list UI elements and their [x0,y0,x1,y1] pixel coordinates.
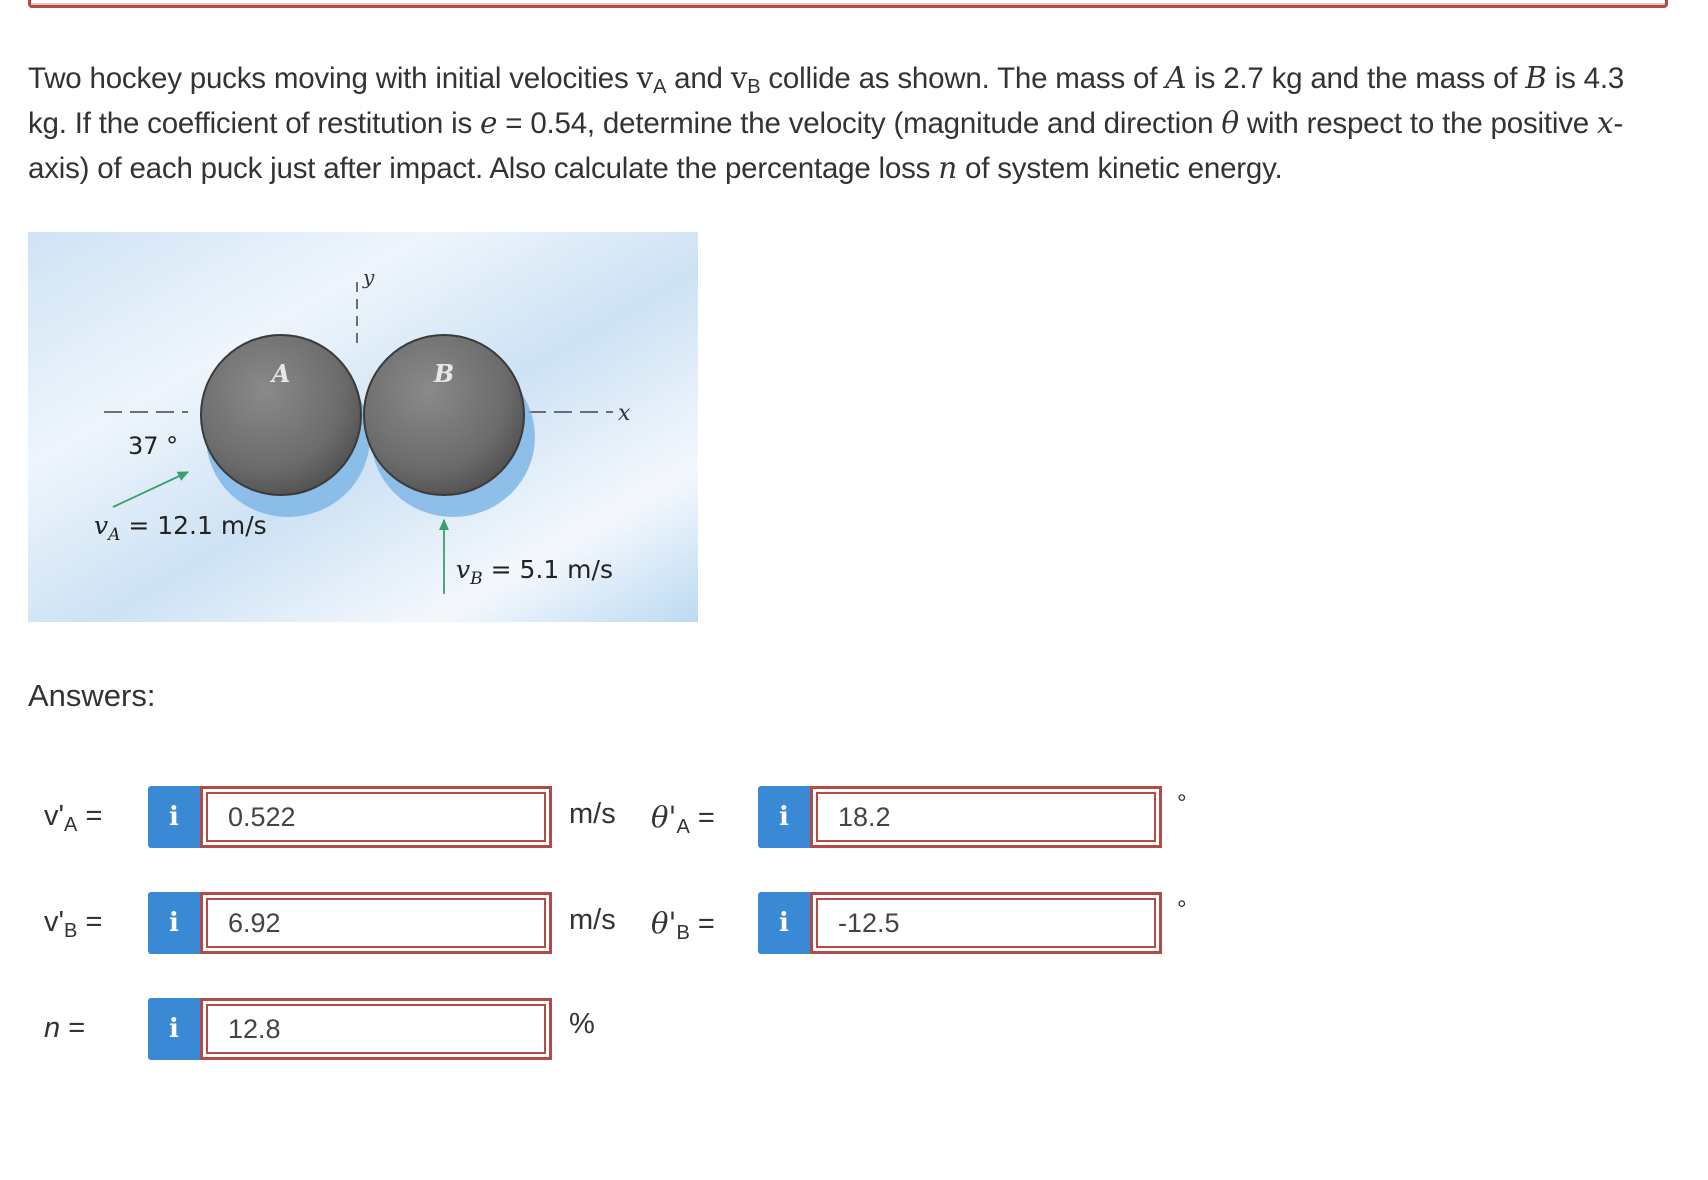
angle-label: 37 ° [128,432,179,460]
thetaB-prime-label: $\theta'_B$ = [651,906,715,944]
info-icon[interactable]: i [148,998,200,1060]
info-icon[interactable]: i [758,786,810,848]
thetaA-prime-label: $\theta'_A$ = [651,800,715,838]
velocity-B-label: $v_B = 5.1$ m/s [456,555,613,589]
vA-prime-label: $v'_A$ = [44,800,103,836]
thetaB-prime-degree-unit: ° [1177,896,1187,923]
thetaB-prime-input[interactable]: -12.5 [810,892,1162,954]
vA-prime-input[interactable]: 0.522 [200,786,552,848]
velocity-A-label: $v_A = 12.1$ m/s [94,511,267,545]
thetaA-prime-degree-unit: ° [1177,790,1187,817]
answers-title: Answers: [28,678,156,713]
collision-diagram [28,232,698,622]
n-input[interactable]: 12.8 [200,998,552,1060]
vA-prime-unit: m/s [569,798,616,830]
thetaA-prime-input[interactable]: 18.2 [810,786,1162,848]
info-icon[interactable]: i [148,786,200,848]
vB-prime-label: $v'_B$ = [44,906,103,942]
info-icon[interactable]: i [758,892,810,954]
puck-B-label: B [433,359,455,388]
previous-field-frame [28,0,1668,8]
vB-prime-unit: m/s [569,904,616,936]
collision-figure [28,232,698,622]
x-axis-label: x [618,401,631,426]
n-unit: % [569,1008,595,1040]
info-icon[interactable]: i [148,892,200,954]
y-axis-label: y [363,265,375,289]
question-text: Two hockey pucks moving with initial velocities $v_A$ and $v_B$ collide as shown. The mass of A is 2.7 kg and the mass of B is 4.3 kg. If the coefficient of restitution is e = 0.54, determine the velocity (magnitude and direction θ with respect to the positive x-axis) of each puck just after impact. Also calculate the percentage loss n of system kinetic energy. [28,61,1625,185]
puck-A-label: A [271,359,291,388]
vB-prime-input[interactable]: 6.92 [200,892,552,954]
n-label: n = [44,1012,86,1044]
